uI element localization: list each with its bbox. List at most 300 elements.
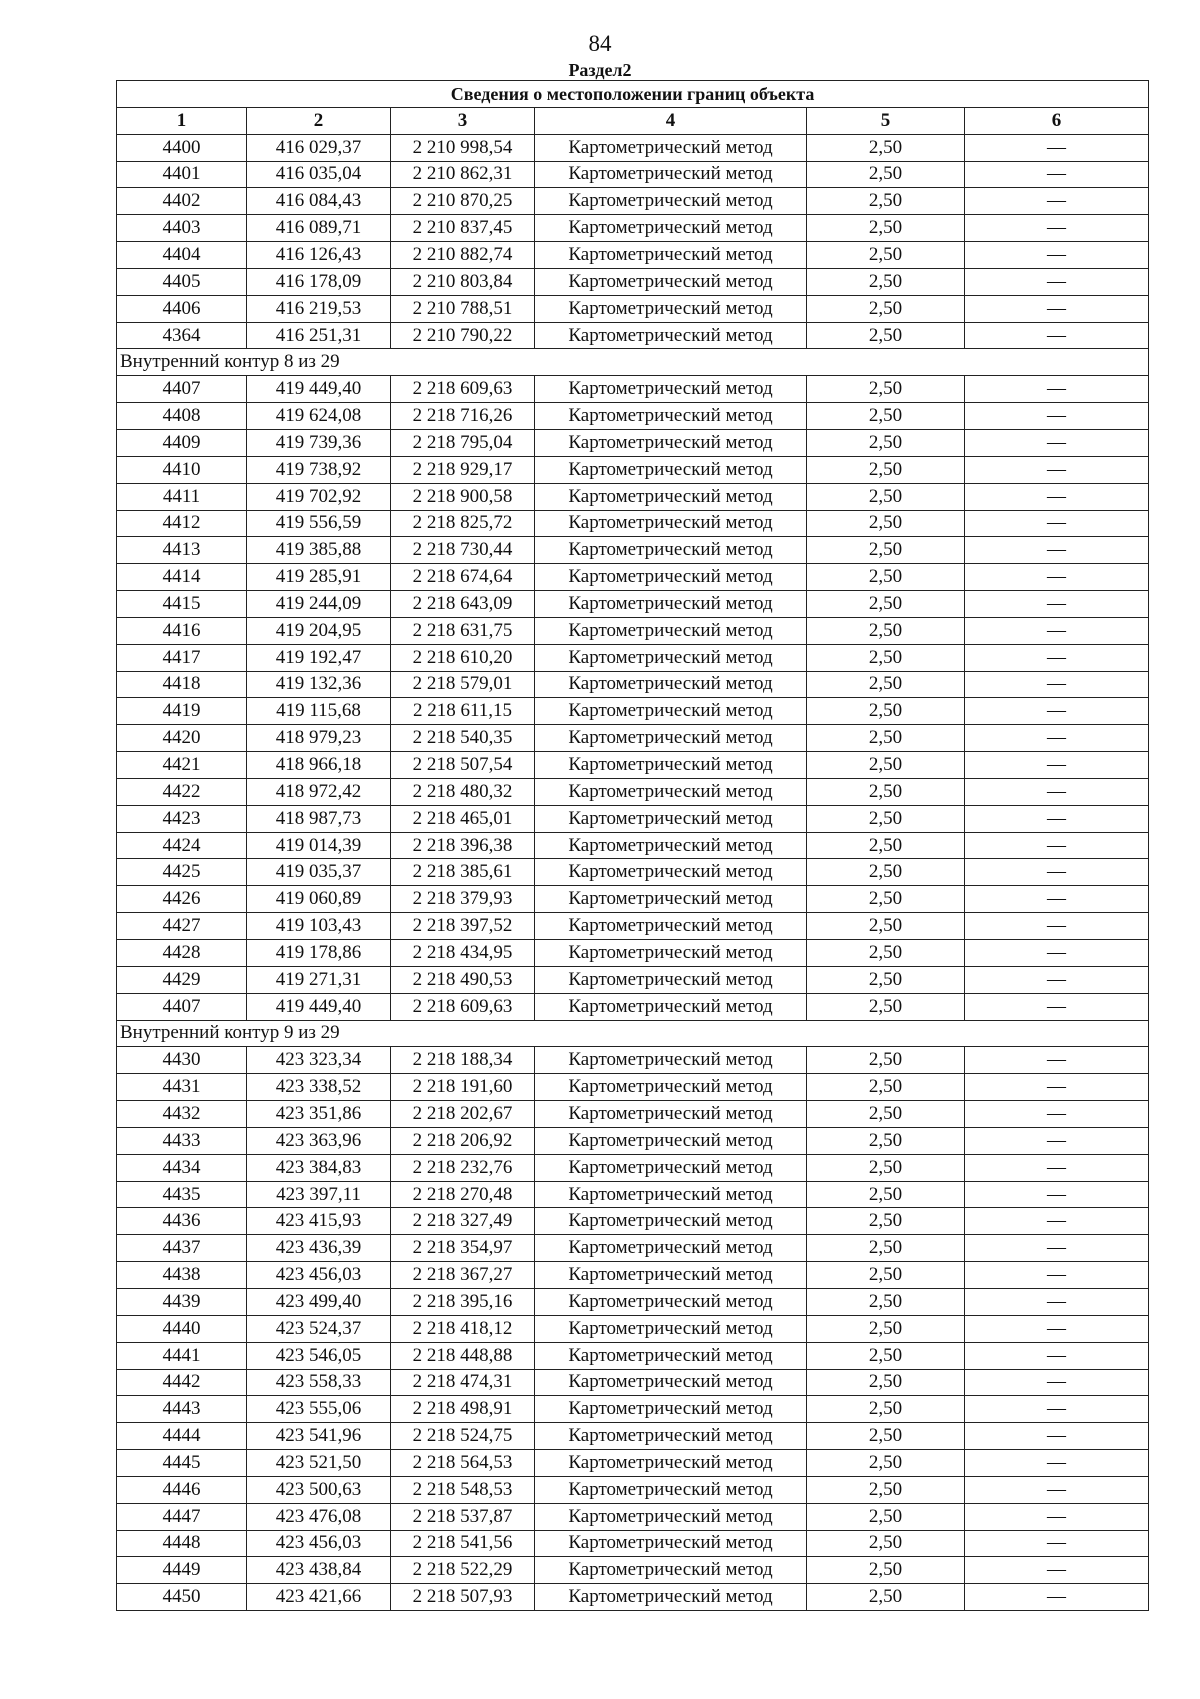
accuracy-cell: 2,50	[807, 1074, 965, 1101]
y-coordinate-cell: 2 218 541,56	[391, 1530, 535, 1557]
accuracy-cell: 2,50	[807, 993, 965, 1020]
description-cell: —	[965, 161, 1149, 188]
point-number-cell: 4364	[117, 322, 247, 349]
description-cell: —	[965, 778, 1149, 805]
y-coordinate-cell: 2 218 232,76	[391, 1154, 535, 1181]
x-coordinate-cell: 419 035,37	[247, 859, 391, 886]
y-coordinate-cell: 2 218 354,97	[391, 1235, 535, 1262]
y-coordinate-cell: 2 210 882,74	[391, 242, 535, 269]
accuracy-cell: 2,50	[807, 1315, 965, 1342]
table-row	[117, 698, 1149, 725]
y-coordinate-cell: 2 218 206,92	[391, 1127, 535, 1154]
accuracy-cell: 2,50	[807, 832, 965, 859]
method-cell: Картометрический метод	[535, 993, 807, 1020]
description-cell: —	[965, 1235, 1149, 1262]
y-coordinate-cell: 2 218 418,12	[391, 1315, 535, 1342]
description-cell: —	[965, 242, 1149, 269]
y-coordinate-cell: 2 218 900,58	[391, 483, 535, 510]
y-coordinate-cell: 2 218 396,38	[391, 832, 535, 859]
method-cell: Картометрический метод	[535, 1530, 807, 1557]
accuracy-cell: 2,50	[807, 1584, 965, 1611]
method-cell: Картометрический метод	[535, 215, 807, 242]
description-cell: —	[965, 456, 1149, 483]
accuracy-cell: 2,50	[807, 644, 965, 671]
description-cell: —	[965, 1047, 1149, 1074]
point-number-cell: 4423	[117, 805, 247, 832]
point-number-cell: 4404	[117, 242, 247, 269]
point-number-cell: 4436	[117, 1208, 247, 1235]
y-coordinate-cell: 2 218 448,88	[391, 1342, 535, 1369]
point-number-cell: 4434	[117, 1154, 247, 1181]
point-number-cell: 4419	[117, 698, 247, 725]
description-cell: —	[965, 698, 1149, 725]
y-coordinate-cell: 2 218 609,63	[391, 376, 535, 403]
method-cell: Картометрический метод	[535, 322, 807, 349]
description-cell: —	[965, 644, 1149, 671]
point-number-cell: 4402	[117, 188, 247, 215]
description-cell: —	[965, 617, 1149, 644]
description-cell: —	[965, 1396, 1149, 1423]
table-row	[117, 1288, 1149, 1315]
method-cell: Картометрический метод	[535, 1476, 807, 1503]
x-coordinate-cell: 423 521,50	[247, 1450, 391, 1477]
column-header-6: 6	[965, 107, 1149, 134]
x-coordinate-cell: 419 556,59	[247, 510, 391, 537]
accuracy-cell: 2,50	[807, 1557, 965, 1584]
method-cell: Картометрический метод	[535, 1074, 807, 1101]
point-number-cell: 4411	[117, 483, 247, 510]
point-number-cell: 4430	[117, 1047, 247, 1074]
accuracy-cell: 2,50	[807, 510, 965, 537]
method-cell: Картометрический метод	[535, 1235, 807, 1262]
point-number-cell: 4449	[117, 1557, 247, 1584]
point-number-cell: 4427	[117, 913, 247, 940]
x-coordinate-cell: 419 285,91	[247, 564, 391, 591]
accuracy-cell: 2,50	[807, 215, 965, 242]
accuracy-cell: 2,50	[807, 1047, 965, 1074]
accuracy-cell: 2,50	[807, 805, 965, 832]
table-row	[117, 456, 1149, 483]
point-number-cell: 4409	[117, 429, 247, 456]
method-cell: Картометрический метод	[535, 403, 807, 430]
table-row	[117, 1503, 1149, 1530]
table-row	[117, 913, 1149, 940]
table-body	[117, 134, 1149, 1610]
description-cell: —	[965, 510, 1149, 537]
point-number-cell: 4442	[117, 1369, 247, 1396]
accuracy-cell: 2,50	[807, 564, 965, 591]
accuracy-cell: 2,50	[807, 1342, 965, 1369]
table-row	[117, 1074, 1149, 1101]
column-header-5: 5	[807, 107, 965, 134]
y-coordinate-cell: 2 218 674,64	[391, 564, 535, 591]
point-number-cell: 4421	[117, 752, 247, 779]
accuracy-cell: 2,50	[807, 940, 965, 967]
x-coordinate-cell: 416 035,04	[247, 161, 391, 188]
y-coordinate-cell: 2 218 548,53	[391, 1476, 535, 1503]
description-cell: —	[965, 591, 1149, 618]
y-coordinate-cell: 2 210 998,54	[391, 134, 535, 161]
method-cell: Картометрический метод	[535, 295, 807, 322]
method-cell: Картометрический метод	[535, 188, 807, 215]
accuracy-cell: 2,50	[807, 403, 965, 430]
method-cell: Картометрический метод	[535, 268, 807, 295]
y-coordinate-cell: 2 210 862,31	[391, 161, 535, 188]
description-cell: —	[965, 1369, 1149, 1396]
description-cell: —	[965, 886, 1149, 913]
y-coordinate-cell: 2 210 788,51	[391, 295, 535, 322]
description-cell: —	[965, 134, 1149, 161]
description-cell: —	[965, 537, 1149, 564]
method-cell: Картометрический метод	[535, 617, 807, 644]
table-row	[117, 1342, 1149, 1369]
table-row	[117, 1101, 1149, 1128]
point-number-cell: 4401	[117, 161, 247, 188]
method-cell: Картометрический метод	[535, 1208, 807, 1235]
point-number-cell: 4413	[117, 537, 247, 564]
y-coordinate-cell: 2 218 537,87	[391, 1503, 535, 1530]
x-coordinate-cell: 423 421,66	[247, 1584, 391, 1611]
x-coordinate-cell: 419 014,39	[247, 832, 391, 859]
x-coordinate-cell: 419 244,09	[247, 591, 391, 618]
table-row	[117, 242, 1149, 269]
accuracy-cell: 2,50	[807, 1476, 965, 1503]
x-coordinate-cell: 418 966,18	[247, 752, 391, 779]
method-cell: Картометрический метод	[535, 1503, 807, 1530]
point-number-cell: 4450	[117, 1584, 247, 1611]
point-number-cell: 4443	[117, 1396, 247, 1423]
description-cell: —	[965, 1101, 1149, 1128]
x-coordinate-cell: 423 384,83	[247, 1154, 391, 1181]
y-coordinate-cell: 2 218 367,27	[391, 1262, 535, 1289]
table-row	[117, 859, 1149, 886]
table-row	[117, 161, 1149, 188]
table-row	[117, 591, 1149, 618]
table-row	[117, 1369, 1149, 1396]
table-row	[117, 1235, 1149, 1262]
accuracy-cell: 2,50	[807, 242, 965, 269]
table-row	[117, 322, 1149, 349]
table-row	[117, 429, 1149, 456]
description-cell: —	[965, 1557, 1149, 1584]
table-row	[117, 805, 1149, 832]
accuracy-cell: 2,50	[807, 134, 965, 161]
method-cell: Картометрический метод	[535, 429, 807, 456]
y-coordinate-cell: 2 218 522,29	[391, 1557, 535, 1584]
description-cell: —	[965, 188, 1149, 215]
accuracy-cell: 2,50	[807, 913, 965, 940]
x-coordinate-cell: 423 323,34	[247, 1047, 391, 1074]
point-number-cell: 4408	[117, 403, 247, 430]
description-cell: —	[965, 671, 1149, 698]
x-coordinate-cell: 419 449,40	[247, 376, 391, 403]
accuracy-cell: 2,50	[807, 376, 965, 403]
y-coordinate-cell: 2 218 716,26	[391, 403, 535, 430]
y-coordinate-cell: 2 218 490,53	[391, 966, 535, 993]
x-coordinate-cell: 423 363,96	[247, 1127, 391, 1154]
description-cell: —	[965, 1476, 1149, 1503]
table-row	[117, 1557, 1149, 1584]
point-number-cell: 4410	[117, 456, 247, 483]
y-coordinate-cell: 2 218 379,93	[391, 886, 535, 913]
accuracy-cell: 2,50	[807, 725, 965, 752]
point-number-cell: 4407	[117, 376, 247, 403]
accuracy-cell: 2,50	[807, 1127, 965, 1154]
description-cell: —	[965, 1342, 1149, 1369]
description-cell: —	[965, 859, 1149, 886]
table-row	[117, 778, 1149, 805]
method-cell: Картометрический метод	[535, 591, 807, 618]
description-cell: —	[965, 940, 1149, 967]
table-row	[117, 671, 1149, 698]
x-coordinate-cell: 419 738,92	[247, 456, 391, 483]
point-number-cell: 4431	[117, 1074, 247, 1101]
x-coordinate-cell: 423 499,40	[247, 1288, 391, 1315]
accuracy-cell: 2,50	[807, 1530, 965, 1557]
accuracy-cell: 2,50	[807, 322, 965, 349]
point-number-cell: 4420	[117, 725, 247, 752]
point-number-cell: 4440	[117, 1315, 247, 1342]
accuracy-cell: 2,50	[807, 591, 965, 618]
accuracy-cell: 2,50	[807, 1369, 965, 1396]
contour-label: Внутренний контур 8 из 29	[117, 349, 1149, 376]
x-coordinate-cell: 423 415,93	[247, 1208, 391, 1235]
point-number-cell: 4425	[117, 859, 247, 886]
accuracy-cell: 2,50	[807, 1181, 965, 1208]
x-coordinate-cell: 423 397,11	[247, 1181, 391, 1208]
y-coordinate-cell: 2 218 631,75	[391, 617, 535, 644]
x-coordinate-cell: 418 987,73	[247, 805, 391, 832]
y-coordinate-cell: 2 218 270,48	[391, 1181, 535, 1208]
table-row	[117, 1262, 1149, 1289]
x-coordinate-cell: 423 558,33	[247, 1369, 391, 1396]
method-cell: Картометрический метод	[535, 161, 807, 188]
method-cell: Картометрический метод	[535, 242, 807, 269]
y-coordinate-cell: 2 218 564,53	[391, 1450, 535, 1477]
table-caption: Сведения о местоположении границ объекта	[117, 81, 1149, 108]
y-coordinate-cell: 2 218 434,95	[391, 940, 535, 967]
method-cell: Картометрический метод	[535, 510, 807, 537]
table-row	[117, 483, 1149, 510]
method-cell: Картометрический метод	[535, 564, 807, 591]
accuracy-cell: 2,50	[807, 1423, 965, 1450]
description-cell: —	[965, 1181, 1149, 1208]
method-cell: Картометрический метод	[535, 1047, 807, 1074]
x-coordinate-cell: 423 338,52	[247, 1074, 391, 1101]
description-cell: —	[965, 1154, 1149, 1181]
y-coordinate-cell: 2 210 790,22	[391, 322, 535, 349]
y-coordinate-cell: 2 218 524,75	[391, 1423, 535, 1450]
accuracy-cell: 2,50	[807, 429, 965, 456]
x-coordinate-cell: 423 436,39	[247, 1235, 391, 1262]
description-cell: —	[965, 1423, 1149, 1450]
x-coordinate-cell: 423 541,96	[247, 1423, 391, 1450]
point-number-cell: 4429	[117, 966, 247, 993]
x-coordinate-cell: 416 029,37	[247, 134, 391, 161]
description-cell: —	[965, 1074, 1149, 1101]
accuracy-cell: 2,50	[807, 698, 965, 725]
y-coordinate-cell: 2 218 385,61	[391, 859, 535, 886]
method-cell: Картометрический метод	[535, 1396, 807, 1423]
table-row	[117, 940, 1149, 967]
method-cell: Картометрический метод	[535, 913, 807, 940]
table-head	[117, 81, 1149, 135]
x-coordinate-cell: 419 192,47	[247, 644, 391, 671]
accuracy-cell: 2,50	[807, 778, 965, 805]
description-cell: —	[965, 725, 1149, 752]
method-cell: Картометрический метод	[535, 752, 807, 779]
point-number-cell: 4415	[117, 591, 247, 618]
table-row	[117, 1423, 1149, 1450]
description-cell: —	[965, 805, 1149, 832]
point-number-cell: 4406	[117, 295, 247, 322]
x-coordinate-cell: 419 702,92	[247, 483, 391, 510]
y-coordinate-cell: 2 218 202,67	[391, 1101, 535, 1128]
accuracy-cell: 2,50	[807, 1262, 965, 1289]
table-row	[117, 1530, 1149, 1557]
x-coordinate-cell: 423 555,06	[247, 1396, 391, 1423]
y-coordinate-cell: 2 218 507,93	[391, 1584, 535, 1611]
method-cell: Картометрический метод	[535, 537, 807, 564]
description-cell: —	[965, 376, 1149, 403]
description-cell: —	[965, 403, 1149, 430]
y-coordinate-cell: 2 218 540,35	[391, 725, 535, 752]
description-cell: —	[965, 913, 1149, 940]
x-coordinate-cell: 419 271,31	[247, 966, 391, 993]
boundary-table	[116, 80, 1149, 1611]
y-coordinate-cell: 2 210 803,84	[391, 268, 535, 295]
description-cell: —	[965, 295, 1149, 322]
x-coordinate-cell: 416 251,31	[247, 322, 391, 349]
description-cell: —	[965, 483, 1149, 510]
accuracy-cell: 2,50	[807, 1288, 965, 1315]
x-coordinate-cell: 419 178,86	[247, 940, 391, 967]
accuracy-cell: 2,50	[807, 1396, 965, 1423]
table-row	[117, 376, 1149, 403]
description-cell: —	[965, 1503, 1149, 1530]
point-number-cell: 4437	[117, 1235, 247, 1262]
table-row	[117, 966, 1149, 993]
description-cell: —	[965, 1127, 1149, 1154]
table-row	[117, 725, 1149, 752]
description-cell: —	[965, 1530, 1149, 1557]
table-row	[117, 1450, 1149, 1477]
description-cell: —	[965, 322, 1149, 349]
table-row	[117, 134, 1149, 161]
point-number-cell: 4446	[117, 1476, 247, 1503]
accuracy-cell: 2,50	[807, 1101, 965, 1128]
method-cell: Картометрический метод	[535, 1262, 807, 1289]
y-coordinate-cell: 2 218 498,91	[391, 1396, 535, 1423]
method-cell: Картометрический метод	[535, 1584, 807, 1611]
accuracy-cell: 2,50	[807, 1450, 965, 1477]
table-row	[117, 1181, 1149, 1208]
table-row	[117, 1584, 1149, 1611]
column-header-1: 1	[117, 107, 247, 134]
method-cell: Картометрический метод	[535, 1101, 807, 1128]
point-number-cell: 4445	[117, 1450, 247, 1477]
method-cell: Картометрический метод	[535, 1181, 807, 1208]
accuracy-cell: 2,50	[807, 483, 965, 510]
accuracy-cell: 2,50	[807, 1235, 965, 1262]
point-number-cell: 4441	[117, 1342, 247, 1369]
point-number-cell: 4422	[117, 778, 247, 805]
table-row	[117, 188, 1149, 215]
x-coordinate-cell: 416 089,71	[247, 215, 391, 242]
table-row	[117, 564, 1149, 591]
x-coordinate-cell: 423 351,86	[247, 1101, 391, 1128]
contour-heading-row	[117, 349, 1149, 376]
y-coordinate-cell: 2 218 611,15	[391, 698, 535, 725]
description-cell: —	[965, 564, 1149, 591]
point-number-cell: 4433	[117, 1127, 247, 1154]
accuracy-cell: 2,50	[807, 188, 965, 215]
x-coordinate-cell: 423 456,03	[247, 1530, 391, 1557]
table-row	[117, 617, 1149, 644]
y-coordinate-cell: 2 218 397,52	[391, 913, 535, 940]
table-row	[117, 644, 1149, 671]
y-coordinate-cell: 2 218 610,20	[391, 644, 535, 671]
y-coordinate-cell: 2 218 507,54	[391, 752, 535, 779]
y-coordinate-cell: 2 218 795,04	[391, 429, 535, 456]
accuracy-cell: 2,50	[807, 966, 965, 993]
description-cell: —	[965, 268, 1149, 295]
x-coordinate-cell: 423 476,08	[247, 1503, 391, 1530]
point-number-cell: 4424	[117, 832, 247, 859]
y-coordinate-cell: 2 218 643,09	[391, 591, 535, 618]
method-cell: Картометрический метод	[535, 1315, 807, 1342]
description-cell: —	[965, 1262, 1149, 1289]
accuracy-cell: 2,50	[807, 886, 965, 913]
description-cell: —	[965, 1315, 1149, 1342]
table-row	[117, 1154, 1149, 1181]
method-cell: Картометрический метод	[535, 644, 807, 671]
x-coordinate-cell: 416 084,43	[247, 188, 391, 215]
table-row	[117, 1476, 1149, 1503]
x-coordinate-cell: 423 524,37	[247, 1315, 391, 1342]
method-cell: Картометрический метод	[535, 832, 807, 859]
x-coordinate-cell: 419 103,43	[247, 913, 391, 940]
x-coordinate-cell: 423 500,63	[247, 1476, 391, 1503]
point-number-cell: 4414	[117, 564, 247, 591]
table-row	[117, 1127, 1149, 1154]
point-number-cell: 4416	[117, 617, 247, 644]
method-cell: Картометрический метод	[535, 1342, 807, 1369]
table-row	[117, 1396, 1149, 1423]
column-header-2: 2	[247, 107, 391, 134]
section-title: Раздел2	[568, 60, 632, 80]
point-number-cell: 4435	[117, 1181, 247, 1208]
x-coordinate-cell: 419 449,40	[247, 993, 391, 1020]
method-cell: Картометрический метод	[535, 1557, 807, 1584]
contour-heading-row	[117, 1020, 1149, 1047]
x-coordinate-cell: 419 132,36	[247, 671, 391, 698]
accuracy-cell: 2,50	[807, 1154, 965, 1181]
accuracy-cell: 2,50	[807, 671, 965, 698]
description-cell: —	[965, 832, 1149, 859]
point-number-cell: 4438	[117, 1262, 247, 1289]
table-row	[117, 993, 1149, 1020]
description-cell: —	[965, 429, 1149, 456]
method-cell: Картометрический метод	[535, 456, 807, 483]
point-number-cell: 4448	[117, 1530, 247, 1557]
method-cell: Картометрический метод	[535, 1423, 807, 1450]
y-coordinate-cell: 2 218 474,31	[391, 1369, 535, 1396]
y-coordinate-cell: 2 218 929,17	[391, 456, 535, 483]
point-number-cell: 4418	[117, 671, 247, 698]
accuracy-cell: 2,50	[807, 617, 965, 644]
description-cell: —	[965, 1208, 1149, 1235]
